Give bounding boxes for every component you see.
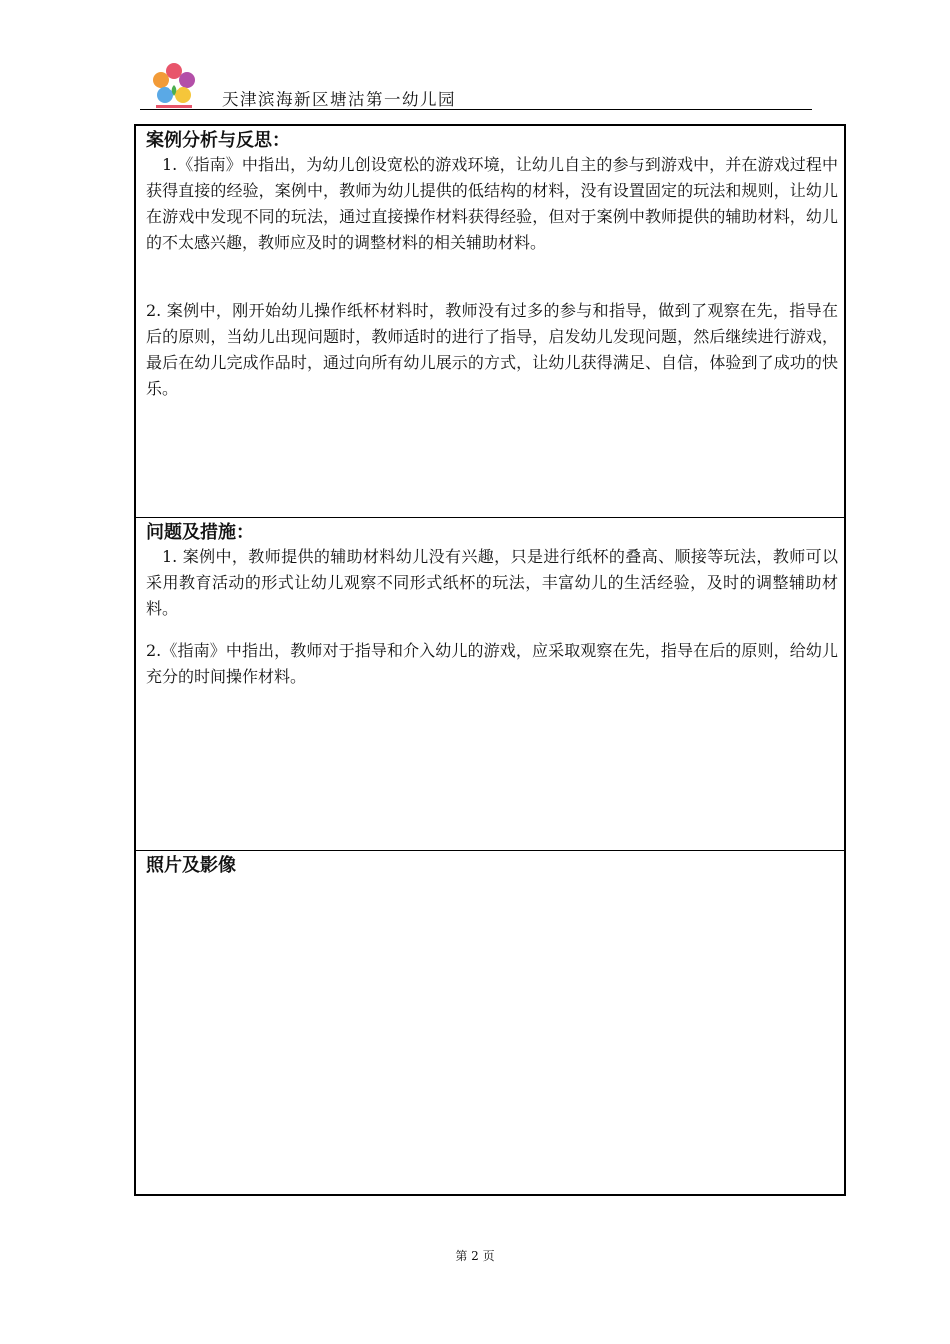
case-table	[134, 124, 846, 1196]
section-title: 照片及影像	[146, 855, 236, 876]
section-title: 问题及措施：	[146, 522, 254, 543]
page-header	[140, 56, 812, 110]
section-title: 案例分析与反思：	[146, 130, 290, 151]
school-name: 天津滨海新区塘沽第一幼儿园	[222, 90, 456, 109]
flower-logo-icon	[146, 58, 202, 110]
photos-section	[136, 851, 844, 1194]
measures-section	[136, 518, 844, 851]
analysis-section	[136, 126, 844, 518]
paragraph: 2.《指南》中指出，教师对于指导和介入幼儿的游戏，应采取观察在先，指导在后的原则，给幼儿充分的时间操作材料。	[146, 641, 838, 686]
paragraph: 2. 案例中，刚开始幼儿操作纸杯材料时，教师没有过多的参与和指导，做到了观察在先，指导在后的原则，当幼儿出现问题时，教师适时的进行了指导，启发幼儿发现问题，然后继续进行游戏，最后在幼儿完成作品时，通过向所有幼儿展示的方式，让幼儿获得满足、自信，体验到了成功的快乐。	[146, 301, 838, 398]
header-divider	[140, 109, 812, 110]
paragraph: 1. 案例中，教师提供的辅助材料幼儿没有兴趣，只是进行纸杯的叠高、顺接等玩法，教师可以采用教育活动的形式让幼儿观察不同形式纸杯的玩法，丰富幼儿的生活经验，及时的调整辅助材料。	[146, 547, 838, 618]
page-number: 第 2 页	[455, 1249, 495, 1263]
paragraph: 1.《指南》中指出，为幼儿创设宽松的游戏环境，让幼儿自主的参与到游戏中，并在游戏过程中获得直接的经验，案例中，教师为幼儿提供的低结构的材料，没有设置固定的玩法和规则，让幼儿在游戏中发现不同的玩法，通过直接操作材料获得经验，但对于案例中教师提供的辅助材料，幼儿的不太感兴趣，教师应及时的调整材料的相关辅助材料。	[146, 155, 838, 252]
